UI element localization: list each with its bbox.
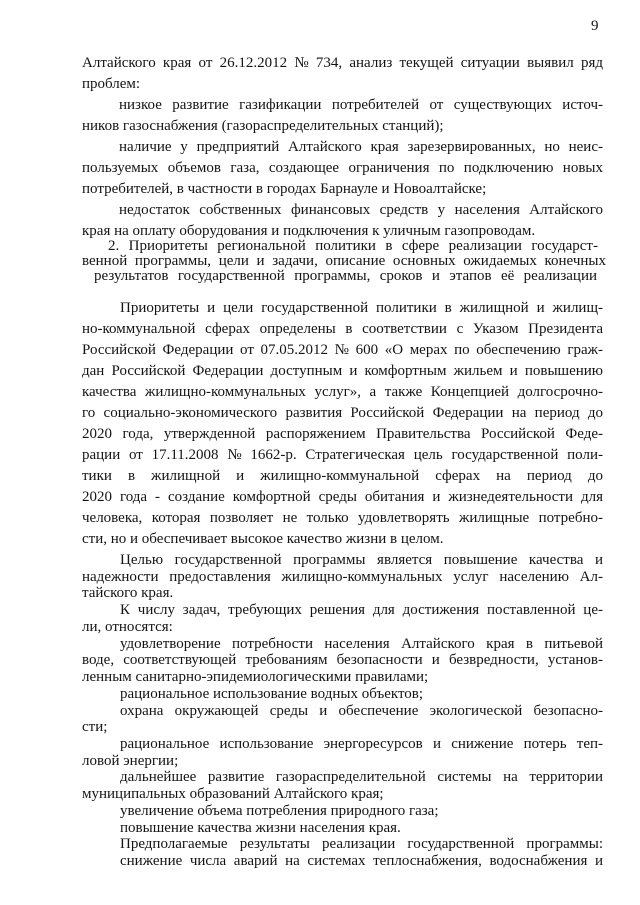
text-line: муниципальных образований Алтайского края; [82,786,384,802]
text-line: потребителей, в частности в городах Барнауле и Новоалтайске; [82,181,487,197]
section-heading-line: результатов государственной программы, сроков и этапов её реализации [94,268,597,284]
text-line: дальнейшее развитие газораспределительной системы на территории [120,769,603,785]
text-line: тайского края. [82,585,174,601]
text-line: удовлетворение потребности населения Алтайского края в питьевой [120,636,603,652]
text-line: ленным санитарно-эпидемиологическими правилами; [82,669,429,685]
text-line: ников газоснабжения (газораспределительных станций); [82,118,444,134]
text-line: К числу задач, требующих решения для достижения поставленной це- [120,602,603,618]
text-line: охрана окружающей среды и обеспечение экологической безопасно- [120,703,603,719]
text-line: дан Российской Федерации доступным и комфортным жильем и повышению [82,363,603,379]
text-line: Приоритеты и цели государственной политики в жилищной и жилищ- [120,300,603,316]
section-heading-line: венной программы, цели и задачи, описание основных ожидаемых конечных [82,253,606,269]
text-line: низкое развитие газификации потребителей от существующих источ- [119,97,603,113]
text-line: увеличение объема потребления природного газа; [120,803,439,819]
text-line: сти; [82,719,108,735]
text-line: надежности предоставления жилищно-коммунальных услуг населению Ал- [82,569,603,585]
text-line: Российской Федерации от 07.05.2012 № 600 «О мерах по обеспечению граж- [82,342,603,358]
text-line: тики в жилищной и жилищно-коммунальной сферах на период до [82,468,603,484]
text-line: Алтайского края от 26.12.2012 № 734, анализ текущей ситуации выявил ряд [82,55,603,71]
text-line: качества жилищно-коммунальных услуг», а также Концепцией долгосрочно- [82,384,603,400]
text-line: снижение числа аварий на системах теплоснабжения, водоснабжения и [120,853,603,869]
text-line: наличие у предприятий Алтайского края зарезервированных, но неис- [119,139,603,155]
text-line: сти, но и обеспечивает высокое качество жизни в целом. [82,531,444,547]
text-line: проблем: [82,76,141,92]
text-line: края на оплату оборудования и подключения к уличным газопроводам. [82,223,536,239]
text-line: недостаток собственных финансовых средств у населения Алтайского [119,202,603,218]
text-line: рации от 17.11.2008 № 1662-р. Стратегическая цель государственной поли- [82,447,603,463]
text-line: Целью государственной программы является повышение качества и [120,552,603,568]
text-line: но-коммунальной сферах определены в соответствии с Указом Президента [82,321,603,337]
text-line: воде, соответствующей требованиям безопасности и безвредности, установ- [82,652,603,668]
text-line: пользуемых объемов газа, создающее ограничения по подключению новых [82,160,603,176]
text-line: рациональное использование энергоресурсов и снижение потерь теп- [120,736,603,752]
text-line: 2020 года, утвержденной распоряжением Правительства Российской Феде- [82,426,603,442]
text-line: Предполагаемые результаты реализации государственной программы: [120,836,603,852]
text-line: ли, относятся: [82,619,173,635]
text-line: ловой энергии; [82,753,179,769]
text-line: повышение качества жизни населения края. [120,820,401,836]
text-line: рациональное использование водных объектов; [120,686,424,702]
text-line: 2020 года - создание комфортной среды обитания и жизнедеятельности для [82,489,603,505]
page-number: 9 [591,18,599,34]
section-heading-line: 2. Приоритеты региональной политики в сфере реализации государст- [108,238,598,254]
text-line: го социально-экономического развития Российской Федерации на период до [82,405,603,421]
text-line: человека, которая позволяет не только удовлетворять жилищные потребно- [82,510,603,526]
